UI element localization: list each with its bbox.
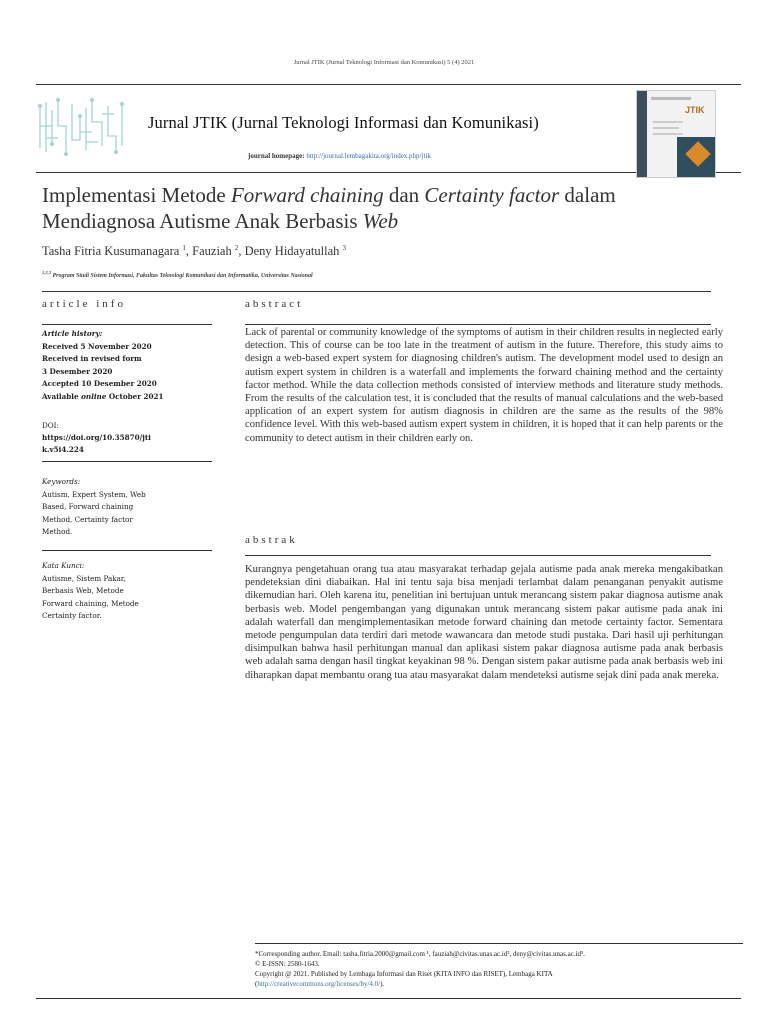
kata-kunci-line: Berbasis Web, Metode <box>42 586 124 595</box>
author-sup: 1 <box>182 244 186 252</box>
header-top-rule <box>36 84 741 85</box>
eissn: © E-ISSN: 2580-1643. <box>255 960 320 968</box>
history-label: Article history: <box>42 329 103 338</box>
homepage-link[interactable]: http://journal.lembagakita.org/index.php/jtik <box>306 152 431 160</box>
title-text: Implementasi Metode <box>42 183 231 207</box>
affiliation-sup: 1,2,3 <box>42 270 51 275</box>
keywords-label: Keywords: <box>42 477 81 486</box>
kata-kunci-line: Forward chaining, Metode <box>42 598 139 608</box>
kata-kunci-line: Certainty factor. <box>42 611 102 620</box>
license-line <box>255 979 743 989</box>
available-date: October 2021 <box>106 391 164 401</box>
abstrak-heading: abstrak <box>245 534 298 546</box>
doi-label: DOI: <box>42 421 59 430</box>
keywords-line: Based, Forward chaining <box>42 502 134 511</box>
doi-link[interactable]: https://doi.org/10.35870/jti <box>42 433 151 442</box>
footer-bottom-rule <box>36 998 741 999</box>
abstract-rule <box>245 324 711 325</box>
title-text: Mendiagnosa Autisme Anak Berbasis <box>42 209 363 233</box>
article-history <box>42 328 212 403</box>
title-text: dan <box>383 183 425 207</box>
author-sup: 3 <box>342 244 346 252</box>
kata-kunci-line: Autisme, Sistem Pakar, <box>42 573 126 583</box>
cover-title: JTIK <box>685 105 705 115</box>
paper-title <box>42 182 682 234</box>
available-line <box>42 391 212 404</box>
abstrak-rule <box>245 555 711 556</box>
license-paren: ). <box>380 980 385 988</box>
keywords-block <box>42 476 212 539</box>
kata-kunci-label: Kata Kunci: <box>42 561 85 570</box>
doi-rule <box>42 461 212 462</box>
license-paren: ( <box>255 980 258 988</box>
title-text: dalam <box>559 183 616 207</box>
affiliation-rule <box>42 291 711 292</box>
running-head: Jurnal JTIK (Jurnal Teknologi Informasi dan Komunikasi) 5 (4) 2021 <box>293 59 475 66</box>
history-line: Received 5 November 2020 <box>42 341 152 351</box>
keywords-line: Autism, Expert System, Web <box>42 489 146 499</box>
article-info-heading: article info <box>42 298 126 310</box>
author-list <box>42 244 346 259</box>
history-line: 3 Desember 2020 <box>42 366 113 376</box>
journal-cover-thumbnail <box>636 90 716 178</box>
available-online: online <box>81 391 107 401</box>
corresponding-author: *Corresponding author. Email: tasha.fitria.2000@gmail.com ¹, fauziah@civitas.unas.ac.id², deny@civitas.unas.ac.id³. <box>255 950 585 958</box>
abstract-heading: abstract <box>245 298 304 310</box>
affiliation <box>42 270 313 279</box>
abstract-text: Lack of parental or community knowledge of the symptoms of autism in their children results in neglected early detection. This of course can be too late in the treatment of autism in the future. Therefore, this study aims to design a web-based expert system for diagnosing children's autism. The development model used to design an autism expert system in children is a waterfall and implements the forward chaining method and the certainty factor method. While the data collection methods consisted of interview methods and literature study methods. From the results of the calculation test, it is concluded that the results of manual calculations and the web-based application of an expert system for autism diagnosis in children are the same as the results of the 98% confidence level. With this web-based autism expert system in children, it is hoped that it can help parents or the community to detect autism in their children early on. <box>245 327 723 444</box>
footer <box>255 949 743 989</box>
keywords-line: Method. <box>42 527 73 536</box>
license-link[interactable]: http://creativecommons.org/licenses/by/4.0/ <box>257 980 381 988</box>
abstrak-text: Kurangnya pengetahuan orang tua atau masyarakat terhadap gejala autisme pada anak mereka mengakibatkan pendeteksian dini diabaikan. Hal ini tentu saja bisa menjadi terlambat dalam penanganan penyakit autisme dikemudian hari. Oleh karena itu, penelitian ini bertujuan untuk merancang sistem pakar diagnosa autisme anak berbasis web. Model pengembangan yang digunakan untuk merancang sistem pakar autisme pada anak ini adalah waterfall dan mengimplementasikan metode forward chaining dan metode certainty factor. Sementara metode pengumpulan data terdiri dari metode wawancara dan metode studi pustaka. Dari hasil uji perhitungan disimpulkan bahwa hasil perhitungan manual dan aplikasi sistem pakar diagnosa autisme pada anak berbasis web adalah sama dengan hasil tingkat keyakinan 98 %. Dengan sistem pakar autisme pada anak berbasis web ini diharapkan dapat membantu orang tua atau masyarakat dalam mendeteksi autisme sejak dini pada anak mereka. <box>245 564 723 681</box>
author-name: Tasha Fitria Kusumanagara <box>42 244 183 259</box>
homepage-label: journal homepage: <box>248 152 305 160</box>
available-text: Available <box>42 391 82 401</box>
author-name: , Deny Hidayatullah <box>238 244 343 259</box>
article-info-rule <box>42 324 212 325</box>
journal-homepage <box>248 152 431 160</box>
doi-block <box>42 420 212 456</box>
title-italic: Certainty factor <box>424 183 560 207</box>
footer-rule <box>255 943 743 944</box>
author-name: , Fauziah <box>185 244 235 259</box>
author-sup: 2 <box>234 244 239 252</box>
keywords-line: Method, Certainty factor <box>42 514 133 524</box>
history-line: Received in revised form <box>42 354 142 363</box>
kata-kunci-block <box>42 560 212 623</box>
doi-link[interactable]: k.v5i4.224 <box>42 445 84 454</box>
copyright: Copyright @ 2021. Published by Lembaga Informasi dan Riset (KITA INFO dan RISET), Lembaga KITA <box>255 970 553 978</box>
history-line: Accepted 10 Desember 2020 <box>42 379 157 388</box>
title-italic: Web <box>362 209 399 233</box>
title-italic: Forward chaining <box>230 183 384 207</box>
journal-title: Jurnal JTIK (Jurnal Teknologi Informasi dan Komunikasi) <box>148 113 539 132</box>
keywords-rule <box>42 550 212 551</box>
journal-logo <box>36 96 128 158</box>
affiliation-text: Program Studi Sistem Informasi, Fakultas Teknologi Komunikasi dan Informatika, Universitas Nasional <box>51 273 313 279</box>
